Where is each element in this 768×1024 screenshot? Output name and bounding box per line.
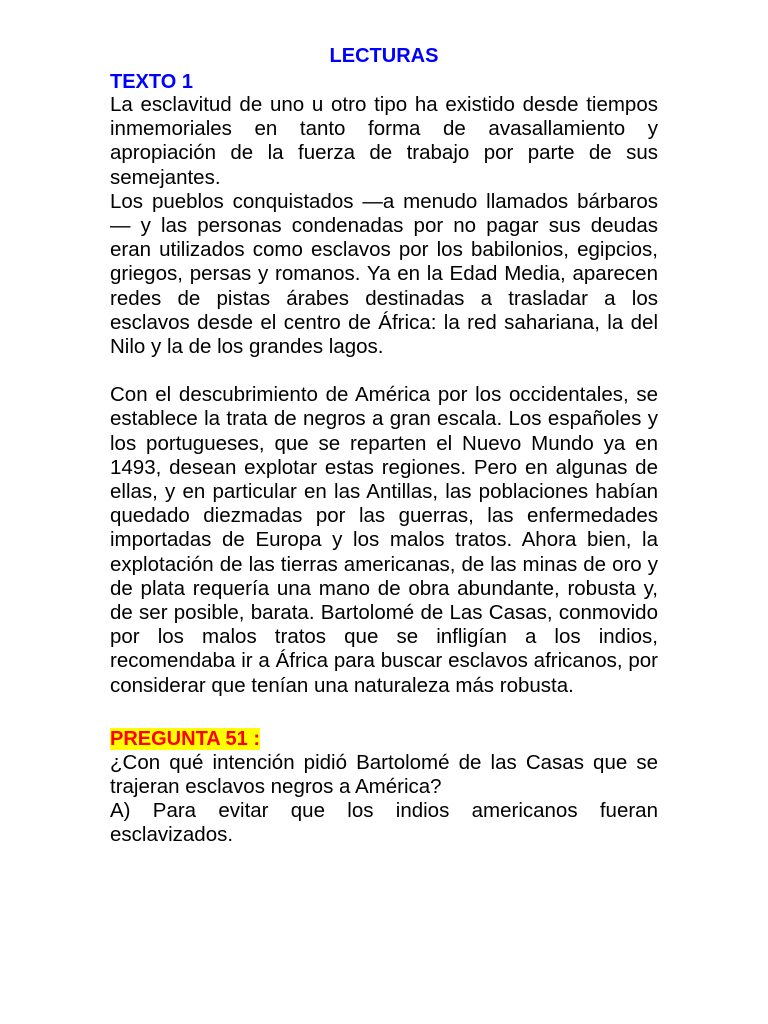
- text-subtitle: TEXTO 1: [110, 71, 193, 93]
- paragraph-spacer: [110, 359, 658, 383]
- question-heading: [110, 728, 658, 751]
- question-heading-highlight: PREGUNTA 51 :: [110, 727, 261, 750]
- answer-option-a: A) Para evitar que los indios americanos fueran esclavizados.: [110, 799, 658, 847]
- document-page: [110, 41, 658, 848]
- question-text: ¿Con qué intención pidió Bartolomé de las Casas que se trajeran esclavos negros a América?: [110, 750, 658, 799]
- page-title: LECTURAS: [329, 45, 439, 67]
- paragraph-3: Con el descubrimiento de América por los occidentales, se establece la trata de negros a gran escala. Los españoles y los portugueses, que se reparten el Nuevo Mundo ya en 1493, desean explotar estas regiones. Pero en algunas de ellas, y en particular en las Antillas, las poblaciones habían quedado diezmadas por las guerras, las enfermedades importadas de Europa y los malos tratos. Ahora bien, la explotación de las tierras americanas, de las minas de oro y de plata requería una mano de obra abundante, robusta y, de ser posible, barata. Bartolomé de Las Casas, conmovido por los malos tratos que se infligían a los indios, recomendaba ir a África para buscar esclavos africanos, por considerar que tenían una naturaleza más robusta.: [110, 383, 658, 697]
- paragraph-2: Los pueblos conquistados —a menudo llamados bárbaros— y las personas condenadas por no pagar sus deudas eran utilizados como esclavos por los babilonios, egipcios, griegos, persas y romanos. Ya en la Edad Media, aparecen redes de pistas árabes destinadas a trasladar a los esclavos desde el centro de África: la red sahariana, la del Nilo y la de los grandes lagos.: [110, 189, 658, 359]
- section-spacer: [110, 698, 658, 728]
- paragraph-1: La esclavitud de uno u otro tipo ha existido desde tiempos inmemoriales en tanto forma de avasallamiento y apropiación de la fuerza de trabajo por parte de sus semejantes.: [110, 93, 658, 189]
